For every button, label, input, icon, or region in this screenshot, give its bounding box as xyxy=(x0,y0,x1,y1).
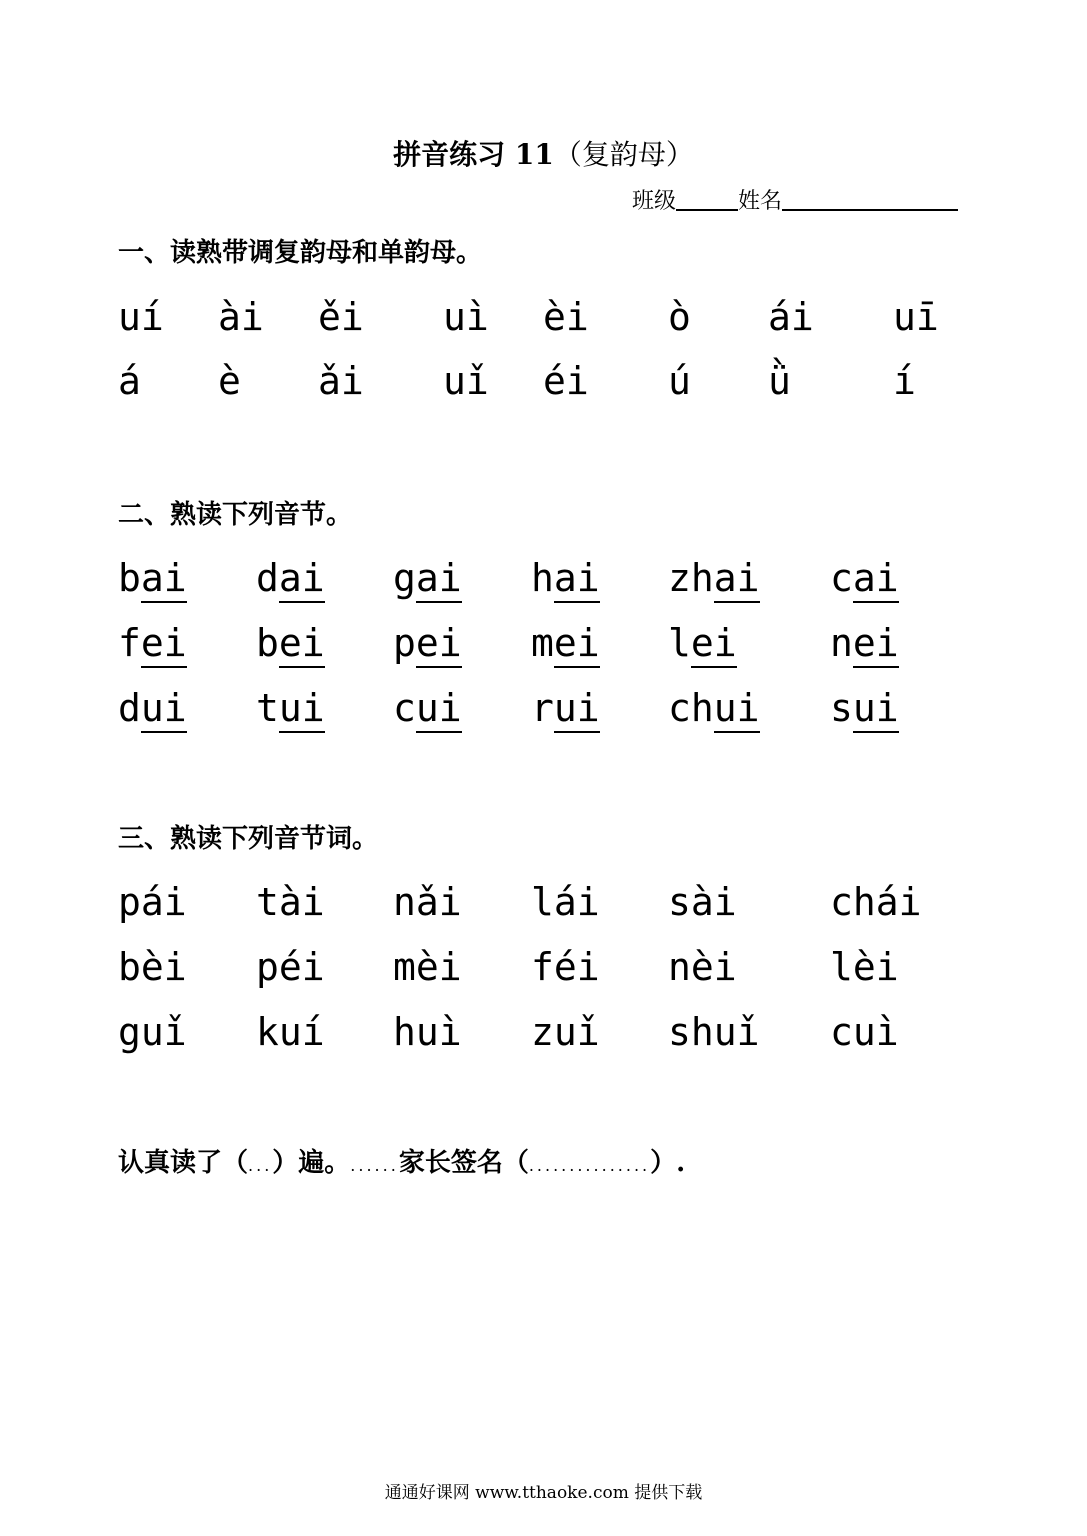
section2-syllable xyxy=(668,618,737,668)
final-underlined: ui xyxy=(416,686,462,733)
section3-syllable: mèi xyxy=(393,945,462,989)
section3-row xyxy=(118,877,998,927)
section2-syllable xyxy=(668,553,760,603)
final-underlined: ai xyxy=(141,556,187,603)
final-underlined: ui xyxy=(141,686,187,733)
section3-syllable: chái xyxy=(830,880,922,924)
initial: zh xyxy=(668,556,714,600)
section2-syllable xyxy=(393,553,462,603)
section2-row xyxy=(118,683,998,733)
credit-text: 通通好课网 www.tthaoke.com 提供下载 xyxy=(384,1483,703,1503)
final-underlined: ai xyxy=(554,556,600,603)
initial: b xyxy=(256,621,279,665)
section2-syllable xyxy=(531,618,600,668)
section3-syllable: zuǐ xyxy=(531,1010,600,1054)
section2-row xyxy=(118,553,998,603)
final-underlined: ai xyxy=(279,556,325,603)
section1-syllable: ái xyxy=(768,295,814,339)
final-underlined: ui xyxy=(554,686,600,733)
name-blank[interactable] xyxy=(782,187,958,211)
initial: n xyxy=(830,621,853,665)
section1-syllable: ú xyxy=(668,359,691,403)
initial: p xyxy=(393,621,416,665)
title-sub: （复韵母） xyxy=(553,138,694,171)
initial: d xyxy=(256,556,279,600)
section2-syllable xyxy=(118,553,187,603)
section2-syllable xyxy=(118,618,187,668)
section1-syllable: éi xyxy=(543,359,589,403)
initial: ch xyxy=(668,686,714,730)
final-underlined: ai xyxy=(714,556,760,603)
final-underlined: ei xyxy=(554,621,600,668)
section1-syllable: ò xyxy=(668,295,691,339)
section1-syllable: èi xyxy=(543,295,589,339)
initial: c xyxy=(830,556,853,600)
final-underlined: ei xyxy=(853,621,899,668)
initial: s xyxy=(830,686,853,730)
section2-syllable xyxy=(256,618,325,668)
title-main: 拼音练习 11 xyxy=(393,138,554,171)
section3-syllable: lái xyxy=(531,880,600,924)
section1-syllable: ǜ xyxy=(768,359,791,403)
initial: b xyxy=(118,556,141,600)
final-underlined: ei xyxy=(279,621,325,668)
initial: g xyxy=(393,556,416,600)
section3-row xyxy=(118,942,998,992)
initial: d xyxy=(118,686,141,730)
section1-heading: 一、读熟带调复韵母和单韵母。 xyxy=(118,238,483,268)
section1-row xyxy=(118,356,998,406)
section2-syllable xyxy=(118,683,187,733)
section1-syllable: ěi xyxy=(318,295,364,339)
final-underlined: ui xyxy=(279,686,325,733)
class-blank[interactable] xyxy=(676,187,738,211)
section3-syllable: lèi xyxy=(830,945,899,989)
read-dots[interactable]: ... xyxy=(248,1156,273,1175)
section1-syllable: è xyxy=(218,359,241,403)
sign-prefix: 家长签名（ xyxy=(398,1148,529,1178)
section3-syllable: cuì xyxy=(830,1010,899,1054)
section1-syllable: uí xyxy=(118,295,164,339)
section3-syllable: pái xyxy=(118,880,187,924)
section2-syllable xyxy=(531,553,600,603)
section2-syllable xyxy=(830,618,899,668)
page-title xyxy=(0,133,1087,173)
initial: l xyxy=(668,621,691,665)
section1-syllable: uī xyxy=(893,295,939,339)
section1-syllable: ǎi xyxy=(318,359,364,403)
section3-syllable: guǐ xyxy=(118,1010,187,1054)
final-underlined: ei xyxy=(416,621,462,668)
section2-row xyxy=(118,618,998,668)
section3-row xyxy=(118,1007,998,1057)
initial: r xyxy=(531,686,554,730)
section2-syllable xyxy=(531,683,600,733)
section3-syllable: tài xyxy=(256,880,325,924)
initial: h xyxy=(531,556,554,600)
initial: c xyxy=(393,686,416,730)
read-count-line xyxy=(118,1142,685,1179)
class-name-line xyxy=(632,184,958,215)
section3-syllable: péi xyxy=(256,945,325,989)
final-underlined: ai xyxy=(416,556,462,603)
section1-syllable: uǐ xyxy=(443,359,489,403)
class-label: 班级 xyxy=(632,189,677,214)
read-prefix: 认真读了（ xyxy=(118,1148,249,1178)
sign-dots[interactable]: ............... xyxy=(528,1156,651,1175)
section2-syllable xyxy=(256,553,325,603)
initial: f xyxy=(118,621,141,665)
final-underlined: ai xyxy=(853,556,899,603)
section2-syllable xyxy=(256,683,325,733)
final-underlined: ui xyxy=(714,686,760,733)
section2-syllable xyxy=(668,683,760,733)
section1-syllable: á xyxy=(118,359,141,403)
final-underlined: ei xyxy=(691,621,737,668)
read-suffix: ）遍。 xyxy=(272,1148,351,1178)
name-label: 姓名 xyxy=(738,189,783,214)
section3-syllable: sài xyxy=(668,880,737,924)
section1-syllable: ài xyxy=(218,295,264,339)
section2-syllable xyxy=(830,553,899,603)
section3-syllable: kuí xyxy=(256,1010,325,1054)
initial: m xyxy=(531,621,554,665)
section2-syllable xyxy=(830,683,899,733)
final-underlined: ei xyxy=(141,621,187,668)
section1-syllable: uì xyxy=(443,295,489,339)
section3-heading: 三、熟读下列音节词。 xyxy=(118,824,379,854)
section3-syllable: féi xyxy=(531,945,600,989)
section2-heading: 二、熟读下列音节。 xyxy=(118,500,353,530)
gap-dots: ...... xyxy=(350,1156,399,1175)
section3-syllable: bèi xyxy=(118,945,187,989)
initial: t xyxy=(256,686,279,730)
section1-syllable: í xyxy=(893,359,916,403)
section1-row xyxy=(118,292,998,342)
section2-syllable xyxy=(393,683,462,733)
sign-suffix: ）. xyxy=(650,1148,686,1178)
section2-syllable xyxy=(393,618,462,668)
section3-syllable: nèi xyxy=(668,945,737,989)
section3-syllable: shuǐ xyxy=(668,1010,760,1054)
final-underlined: ui xyxy=(853,686,899,733)
section3-syllable: huì xyxy=(393,1010,462,1054)
section3-syllable: nǎi xyxy=(393,880,462,924)
